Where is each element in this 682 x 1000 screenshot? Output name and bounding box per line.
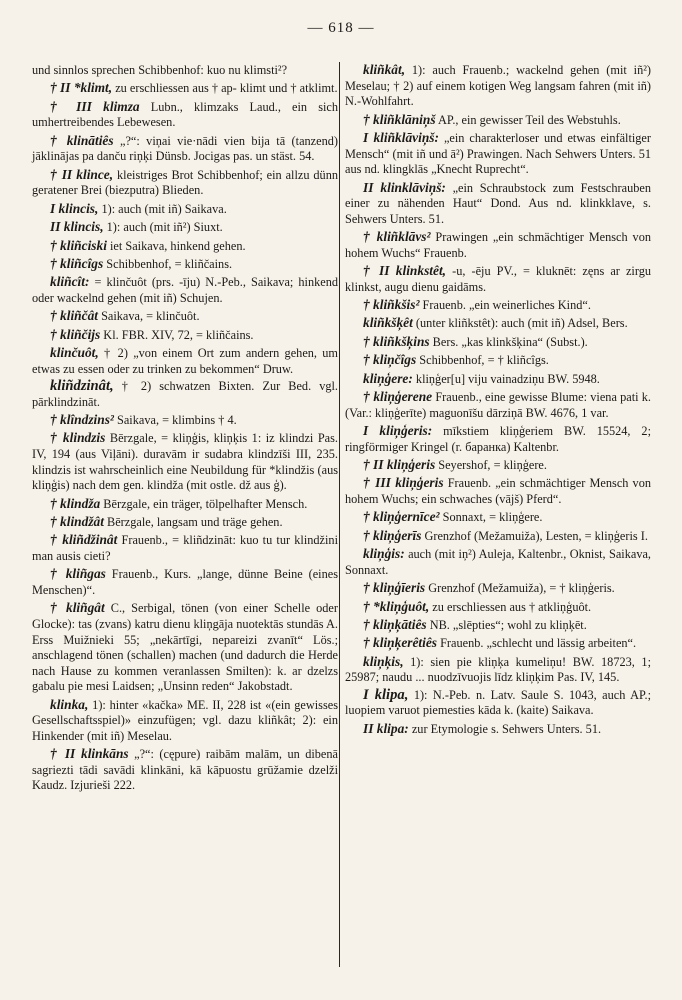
entry-headword: † kliņģerīs <box>363 527 422 543</box>
dictionary-entry <box>345 371 651 388</box>
dictionary-entry <box>345 229 651 261</box>
entry-text: 1): hinter «kačka» ME. II, 228 ist «(ein gewisses Gesellschaftsspiel)» einzufügen; vgl. dazu kliñkât; 2): ein Hinkender (mit iñ) Meselau. <box>32 697 338 743</box>
entry-headword: † II *klimt, <box>50 80 113 96</box>
entry-headword: † kliñdžinât <box>50 532 118 548</box>
entry-headword: † III kliņģeris <box>363 475 444 491</box>
entry-text: kliņģer[u] viju vainadziņu BW. 5948. <box>412 371 600 386</box>
entry-headword: kliñkât, <box>363 62 406 77</box>
dictionary-entry <box>345 580 651 597</box>
entry-text: NB. „slēpties“; wohl zu kliņķēt. <box>426 617 587 632</box>
entry-text: 1): auch (mit iñ²) Siuxt. <box>103 220 223 235</box>
entry-text: Saikava, = klimbins † 4. <box>113 413 237 428</box>
left-column <box>32 62 338 796</box>
entry-headword: † kliñčijs <box>50 326 101 342</box>
entry-headword: † kliñkšis² <box>363 297 420 313</box>
entry-headword: I klincis, <box>50 200 99 216</box>
column-divider <box>339 62 340 967</box>
entry-text: Bērzgale, langsam und träge gehen. <box>103 514 283 529</box>
entry-text: Frauenb. „schlecht und lässig arbeiten“. <box>437 636 637 651</box>
entry-headword: † klindža <box>50 495 101 511</box>
entry-headword: kliñcît: <box>50 274 90 290</box>
dictionary-entry <box>32 80 338 97</box>
dictionary-entry <box>345 263 651 295</box>
entry-headword: † kliņģerene <box>363 389 433 405</box>
dictionary-entry <box>345 654 651 686</box>
page-number: — 618 — <box>307 20 375 36</box>
entry-text: (unter kliñkstêt): auch (mit iñ) Adsel, Bers. <box>412 316 628 331</box>
entry-headword: † kliñcîgs <box>50 255 104 271</box>
entry-text: Bers. „kas klinkšķina“ (Subst.). <box>429 334 588 349</box>
dictionary-entry <box>32 274 338 306</box>
dictionary-entry <box>345 180 651 228</box>
dictionary-entry <box>345 62 651 110</box>
dictionary-entry <box>32 238 338 255</box>
entry-headword: † kliñciski <box>50 237 107 253</box>
dictionary-entry <box>345 423 651 455</box>
entry-headword: † klîndzins² <box>50 412 114 428</box>
entry-text: auch (mit iņ²) Auleja, Kaltenbr., Oknist, Saikava, Sonnaxt. <box>345 547 651 577</box>
entry-text: Bērzgale, = kliņģis, kliņķis 1: iz klindzi Pas. IV, 194 (aus Viļāni). duravām ir sudabra klindzīši III, 235. klindzis ist wahrscheinlich eine Neubildung für *klindžis (aus kliņģis) nach dem gen. klindža (mit ostle. dž aus ģ). <box>32 431 338 493</box>
entry-headword: I kliņģeris: <box>363 423 433 439</box>
dictionary-entry <box>32 256 338 273</box>
dictionary-entry <box>32 746 338 794</box>
entry-headword: † kliņģīeris <box>363 580 426 596</box>
dictionary-entry <box>32 514 338 531</box>
entry-text: Grenzhof (Mežamuiža), Lesten, = kliņģeris I. <box>421 528 648 543</box>
entry-headword: † kliņķerêtiês <box>363 635 438 651</box>
dictionary-entry <box>32 496 338 513</box>
dictionary-entry <box>345 617 651 634</box>
entry-text: zu erschliessen aus † atkliņģuôt. <box>429 599 592 614</box>
entry-headword: † kliņģernīce² <box>363 509 440 525</box>
entry-text: und sinnlos sprechen Schibbenhof: kuo nu klimsti²? <box>32 63 288 77</box>
entry-headword: † II klinkāns <box>50 746 129 762</box>
entry-headword: † II kliņģeris <box>363 457 436 473</box>
dictionary-entry <box>32 532 338 564</box>
entry-headword: † kliñkšķins <box>363 333 430 349</box>
entry-headword: † kliñčât <box>50 308 98 324</box>
entry-text: Frauenb. „ein schmächtiger Mensch von hohem Wuchs; ein schwaches (vājš) Pferd“. <box>345 476 651 506</box>
entry-text: Schibbenhof, = † kliñcîgs. <box>416 353 549 368</box>
entry-text: † 2) „von einem Ort zum andern gehen, um etwas zu essen oder zu trinken zu bekommen“ Druw. <box>32 346 338 376</box>
entry-headword: † klindžât <box>50 513 104 529</box>
entry-text: = klinčuôt (prs. -īju) N.-Peb., Saikava; hinkend oder wackelnd gehen (mit iñ) Schujen. <box>32 275 338 305</box>
entry-text: 1): sien pie kliņķa kumeliņu! BW. 18723, 1; 25987; naudu ... nuodzīvuojis līdz kliņķim Pas. IV, 145. <box>345 654 651 685</box>
entry-text: C., Serbigal, tönen (von einer Schelle oder Glocke): tas (zvans) katru dienu kliņgāja nuotektās stundās A. Erss Muižnieki 55; „nekārtīgi, nepareizi zvanīt“ Lös.; anschlagend tönen (schallen) machen (und dadurch die Herde nach Hause zu kommen veranlassen Smilten): k. ar dzelzs gabalu pie mesi Laidsen; „Unsinn reden“ Jakobstadt. <box>32 601 338 694</box>
entry-headword: † kliñklāvs² <box>363 229 431 245</box>
entry-headword: † III klimza <box>50 98 140 114</box>
dictionary-entry <box>345 635 651 652</box>
dictionary-entry <box>345 546 651 578</box>
entry-text: Bērzgale, ein träger, tölpelhafter Mensch. <box>100 496 308 511</box>
dictionary-entry <box>32 219 338 236</box>
entry-text: Frauenb., eine gewisse Blume: viena pati k. (Var.: kliņģerīte) maguonīšu dārziņā BW. 4676, 1 var. <box>345 390 652 420</box>
dictionary-entry <box>345 721 651 738</box>
entry-headword: II klinklāviņš: <box>363 179 446 195</box>
entry-headword: kliņģere: <box>363 370 413 386</box>
dictionary-entry <box>32 697 338 745</box>
entry-text: Kl. FBR. XIV, 72, = kliñčains. <box>100 327 254 342</box>
entry-headword: † II klinkstêt, <box>363 263 447 279</box>
dictionary-entry <box>32 327 338 344</box>
entry-text: „?“: (cępure) raibām malām, un dibenā sagriezti tādi savādi klinkāni, kā kāpuostu grūžamie dzelži Kaudz. Izjurieši 222. <box>32 747 338 793</box>
entry-text: Sonnaxt, = kliņģere. <box>439 510 543 525</box>
dictionary-entry <box>345 688 651 719</box>
entry-headword: II klincis, <box>50 219 104 235</box>
entry-headword: II klipa: <box>363 720 409 736</box>
dictionary-entry <box>32 133 338 165</box>
dictionary-entry <box>32 167 338 199</box>
dictionary-entry <box>32 566 338 598</box>
entry-headword: † kliņķātiês <box>363 616 427 632</box>
right-column <box>345 62 651 739</box>
entry-text: † 2) schwatzen Bixten. Zur Bed. vgl. pārklindzināt. <box>32 379 338 409</box>
entry-headword: † kliņčîgs <box>363 352 417 368</box>
dictionary-entry <box>32 201 338 218</box>
entry-headword: kliñkšķêt <box>363 315 413 331</box>
entry-headword: I klipa, <box>363 686 409 703</box>
entry-headword: kliņģis: <box>363 546 405 562</box>
entry-text: Frauenb., Kurs. „lange, dünne Beine (eines Menschen)“. <box>32 567 338 597</box>
dictionary-entry <box>345 297 651 314</box>
dictionary-entry <box>345 334 651 351</box>
entry-text: 1): auch Frauenb.; wackelnd gehen (mit iñ²) Meselau; † 2) auf einem kotigen Weg langsam fahren (mit iñ) N.-Wohlfahrt. <box>345 63 651 109</box>
entry-text: kleistriges Brot Schibbenhof; ein allzu dünn geratener Brei (biezputra) Blieden. <box>32 167 338 198</box>
entry-text: -u, -ēju PV., = kluknēt: zęns ar zirgu klinkst, augu dienu gaidāms. <box>345 264 651 294</box>
dictionary-entry <box>345 528 651 545</box>
entry-headword: † kliñklāniņš <box>363 111 436 127</box>
entry-headword: † II klince, <box>50 166 114 182</box>
dictionary-entry <box>345 475 651 507</box>
dictionary-entry <box>32 62 338 79</box>
entry-headword: kliņķis, <box>363 653 404 669</box>
entry-text: „ein Schraubstock zum Festschrauben einer zu nähenden Haut“ Dond. Aus nd. klinkklave, s. Sehwers Unters. 51. <box>345 180 651 226</box>
entry-text: zu erschliessen aus † ap- klimt und † atklimt. <box>112 81 338 96</box>
dictionary-entry <box>345 112 651 129</box>
entry-text: zur Etymologie s. Sehwers Unters. 51. <box>408 721 602 736</box>
entry-text: Saikava, = klinčuôt. <box>98 309 200 324</box>
dictionary-entry <box>32 412 338 429</box>
entry-text: Frauenb., = kliñdzināt: kuo tu tur klindžini man ausis cieti? <box>32 533 338 563</box>
dictionary-entry <box>32 379 338 410</box>
entry-text: Frauenb. „ein weinerliches Kind“. <box>419 298 591 313</box>
dictionary-entry <box>345 389 651 421</box>
entry-text: Prawingen „ein schmächtiger Mensch von hohem Wuchs“ Frauenb. <box>345 230 651 260</box>
entry-text: „?“: viņai vie·nādi vien bija tā (tanzend) jāklinājas pa danču riņķi Dünsb. Jocigas pas. un stäst. 54. <box>32 133 338 164</box>
entry-text: iet Saikava, hinkend gehen. <box>106 238 246 253</box>
entry-headword: klinka, <box>50 696 89 712</box>
dictionary-entry <box>345 352 651 369</box>
dictionary-entry <box>32 308 338 325</box>
entry-headword: † kliñgât <box>50 600 105 616</box>
entry-text: Grenzhof (Mežamuiža), = † kliņģeris. <box>425 581 615 596</box>
entry-text: mīkstiem kliņģeriem BW. 15524, 2; ringförmiger Kringel (r. баранка) Kaltenbr. <box>345 424 651 454</box>
dictionary-entry <box>345 457 651 474</box>
dictionary-entry <box>345 130 651 178</box>
entry-headword: † *kliņģuôt, <box>363 598 430 614</box>
entry-text: Schibbenhof, = kliñčains. <box>103 256 233 271</box>
entry-headword: klinčuôt, <box>50 345 99 361</box>
dictionary-entry <box>32 99 338 131</box>
entry-text: AP., ein gewisser Teil des Webstuhls. <box>435 112 621 127</box>
dictionary-entry <box>345 599 651 616</box>
dictionary-entry <box>32 345 338 377</box>
dictionary-entry <box>32 600 338 695</box>
entry-headword: † kliñgas <box>50 566 106 582</box>
entry-text: Lubn., klimzaks Laud., ein sich umhertreibendes Lebewesen. <box>32 99 339 130</box>
entry-headword: † klinātiês <box>50 132 114 148</box>
entry-text: „ein charakterloser und etwas einfältiger Mensch“ (mit iñ und ā²) Prawingen. Nach Sehwers Unters. 51 aus nd. klingklās „Knecht Ruprecht“. <box>345 130 651 177</box>
entry-text: Seyershof, = kliņģere. <box>435 458 547 473</box>
dictionary-entry <box>345 315 651 332</box>
entry-headword: I kliñklāviņš: <box>363 129 439 145</box>
entry-text: 1): N.-Peb. n. Latv. Saule S. 1043, auch AP.; luopiem varuot piemesties kāda k. (kaite) Saikava. <box>345 687 651 718</box>
entry-headword: kliñdzinât, <box>50 378 114 395</box>
dictionary-entry <box>32 430 338 493</box>
entry-text: 1): auch (mit iñ) Saikava. <box>98 201 227 216</box>
entry-headword: † klindzis <box>50 430 106 446</box>
dictionary-entry <box>345 509 651 526</box>
